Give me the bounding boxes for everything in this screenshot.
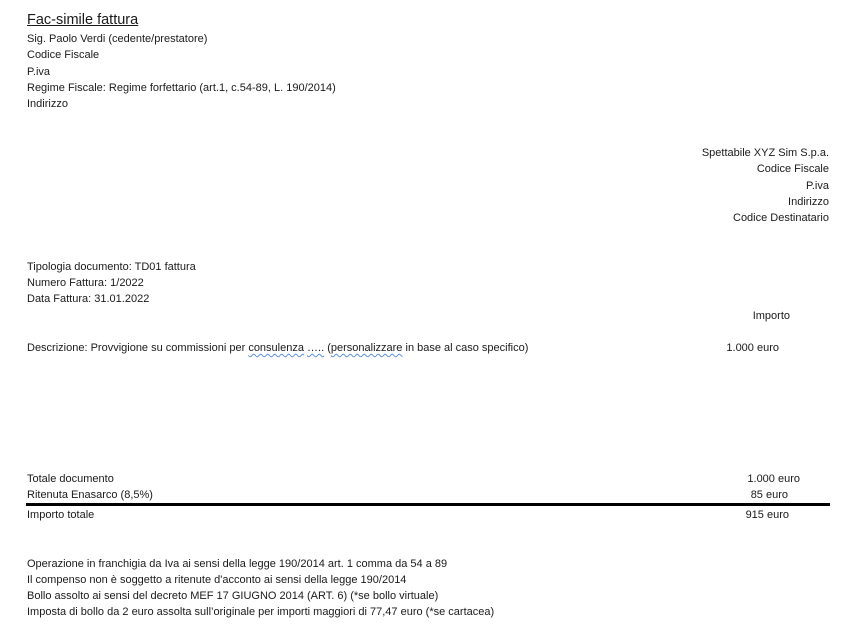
recipient-vat: P.iva [805, 180, 829, 192]
invoice-date: Data Fattura: 31.01.2022 [27, 293, 150, 305]
grand-total-value: 915 euro [745, 509, 789, 521]
issuer-name: Sig. Paolo Verdi (cedente/prestatore) [27, 33, 208, 45]
withholding-value: 85 euro [750, 489, 788, 501]
total-label: Totale documento [27, 473, 114, 485]
line-item-description [27, 341, 528, 355]
note-line: Bollo assolto ai sensi del decreto MEF 17 GIUGNO 2014 (ART. 6) (*se bollo virtuale) [27, 590, 439, 602]
note-line: Imposta di bollo da 2 euro assolta sull’originale per importi maggiori di 77,47 euro (*se cartacea) [27, 606, 495, 618]
invoice-number: Numero Fattura: 1/2022 [27, 277, 144, 289]
description-suffix: in base al caso specifico) [402, 342, 529, 354]
total-value: 1.000 euro [747, 473, 800, 485]
totals-divider [26, 503, 830, 506]
description-prefix: Descrizione: Provvigione su commissioni per [27, 342, 249, 354]
grand-total-label: Importo totale [27, 509, 95, 521]
amount-header: Importo [752, 310, 790, 322]
recipient-address: Indirizzo [788, 196, 829, 208]
recipient-name: Spettabile XYZ Sim S.p.a. [701, 147, 829, 159]
issuer-vat: P.iva [27, 66, 51, 78]
doc-type: Tipologia documento: TD01 fattura [27, 261, 196, 273]
document-title: Fac-simile fattura [27, 12, 139, 28]
issuer-tax-code: Codice Fiscale [27, 49, 100, 61]
recipient-tax-code: Codice Fiscale [756, 163, 829, 175]
withholding-label: Ritenuta Enasarco (8,5%) [27, 489, 153, 501]
spellcheck-word-consulenza: consulenza [248, 342, 304, 354]
spellcheck-dots: ….. [307, 342, 325, 354]
issuer-tax-regime: Regime Fiscale: Regime forfettario (art.1, c.54-89, L. 190/2014) [27, 82, 336, 94]
description-mid: ( [324, 342, 331, 354]
note-line: Il compenso non è soggetto a ritenute d'acconto ai sensi della legge 190/2014 [27, 574, 407, 586]
recipient-code: Codice Destinatario [733, 212, 829, 224]
spellcheck-word-personalizzare: personalizzare [330, 342, 403, 354]
issuer-address: Indirizzo [27, 98, 68, 110]
line-item-amount: 1.000 euro [726, 342, 779, 354]
note-line: Operazione in franchigia da Iva ai sensi della legge 190/2014 art. 1 comma da 54 a 89 [27, 558, 448, 570]
